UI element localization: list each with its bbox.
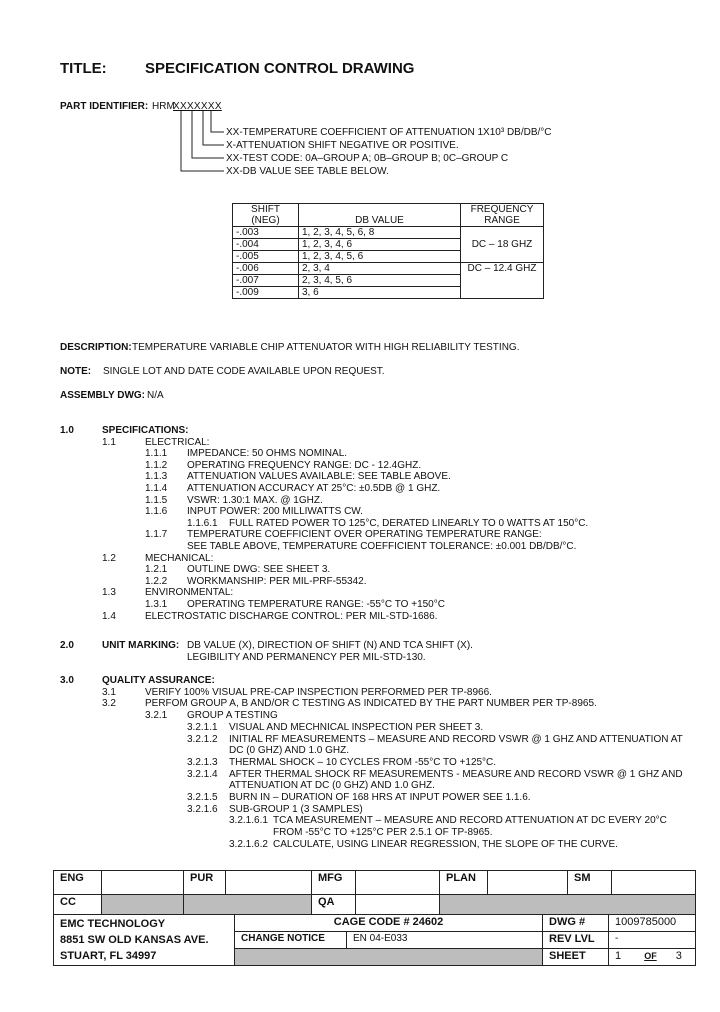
section-text: VSWR: 1.30:1 MAX. @ 1GHZ. (187, 494, 323, 506)
section-text: SUB-GROUP 1 (3 SAMPLES) (229, 803, 363, 815)
company-address: 8851 SW OLD KANSAS AVE. (60, 934, 209, 946)
section-number: 1.2.1 (145, 564, 168, 576)
pur-label: PUR (184, 871, 226, 895)
sm-label: SM (568, 871, 612, 895)
cc-label: CC (54, 895, 102, 915)
shift-cell: -.009 (233, 287, 299, 299)
section-number: 3.0 (60, 675, 74, 686)
section-text: MECHANICAL: (145, 552, 214, 564)
db-cell: 1, 2, 3, 4, 5, 6, 8 (299, 227, 461, 239)
section-text: BURN IN – DURATION OF 168 HRS AT INPUT POWER SEE 1.1.6. (229, 792, 531, 803)
qa-blank (440, 895, 695, 915)
section-number: 3.2.1.6.1 (229, 815, 268, 827)
section-text: ELECTRICAL: (145, 436, 210, 448)
shift-cell: -.007 (233, 275, 299, 287)
section-text: INPUT POWER: 200 MILLIWATTS CW. (187, 506, 363, 518)
section-number: 1.1.7 (145, 529, 168, 541)
plan-label: PLAN (440, 871, 488, 895)
section-text: SPECIFICATIONS: (102, 425, 189, 436)
callout-shift: X-ATTENUATION SHIFT NEGATIVE OR POSITIVE. (226, 140, 459, 151)
marking-number: 2.0 (60, 640, 74, 651)
part-prefix: HRM (152, 101, 175, 112)
section-text: GROUP A TESTING (187, 710, 278, 722)
section-text: PERFOM GROUP A, B AND/OR C TESTING AS INDICATED BY THE PART NUMBER PER TP-8965. (145, 698, 597, 710)
mfg-signoff (356, 871, 440, 895)
section-number: 1.1.1 (145, 448, 168, 460)
section-number: 1.2.2 (145, 575, 168, 587)
description-text: TEMPERATURE VARIABLE CHIP ATTENUATOR WITH HIGH RELIABILITY TESTING. (132, 342, 520, 353)
section-text: OPERATING TEMPERATURE RANGE: -55°C TO +150°C (187, 599, 445, 610)
header-shift: SHIFT (NEG) (233, 204, 299, 227)
mfg-label: MFG (312, 871, 356, 895)
section-text: ATTENUATION ACCURACY AT 25°C: ±0.5DB @ 1 GHZ. (187, 483, 441, 494)
company-block (54, 915, 235, 965)
section-text: ENVIRONMENTAL: (145, 587, 234, 599)
section-number: 1.1.3 (145, 471, 168, 483)
section-text: INITIAL RF MEASUREMENTS – MEASURE AND RECORD VSWR @ 1 GHZ AND ATTENUATION AT (229, 733, 683, 745)
shift-cell: -.004 (233, 239, 299, 251)
section-number: 3.2.1.4 (187, 768, 218, 780)
section-number: 1.1 (102, 436, 116, 448)
section-text: SEE TABLE ABOVE, TEMPERATURE COEFFICIENT TOLERANCE: ±0.001 DB/DB/°C. (187, 541, 577, 552)
header-db-value: DB VALUE (299, 204, 461, 227)
plan-signoff (488, 871, 568, 895)
sheet-total: 3 (675, 950, 682, 962)
of-label: OF (644, 951, 657, 961)
eng-label: ENG (54, 871, 102, 895)
qa-signoff (356, 895, 440, 915)
section-text: ATTENUATION AT DC (0 GHZ) AND 1.0 GHZ. (229, 780, 435, 792)
assembly-text: N/A (147, 390, 164, 401)
dwg-label: DWG # (543, 915, 609, 932)
description-label: DESCRIPTION: (60, 342, 132, 353)
section-number: 3.2.1 (145, 710, 168, 722)
rev-value: - (609, 932, 695, 949)
part-code: XXXXXXX (173, 101, 222, 112)
section-number: 3.2.1.1 (187, 721, 218, 733)
freq-cell-12: DC – 12.4 GHZ (461, 263, 544, 299)
callout-test-code: XX-TEST CODE: 0A–GROUP A; 0B–GROUP B; 0C–GROUP C (226, 153, 509, 164)
section-text: DC (0 GHZ) AND 1.0 GHZ. (229, 745, 350, 757)
db-cell: 1, 2, 3, 4, 5, 6 (299, 251, 461, 263)
section-text: IMPEDANCE: 50 OHMS NOMINAL. (187, 448, 348, 460)
title-label: TITLE: (60, 60, 107, 77)
shift-cell: -.005 (233, 251, 299, 263)
company-name: EMC TECHNOLOGY (60, 918, 166, 930)
section-number: 1.0 (60, 425, 74, 436)
callout-tca: XX-TEMPERATURE COEFFICIENT OF ATTENUATION 1X10³ DB/DB/°C (226, 127, 552, 138)
section-number: 1.1.5 (145, 494, 168, 506)
part-identifier-label: PART IDENTIFIER: (60, 101, 149, 112)
section-text: ELECTROSTATIC DISCHARGE CONTROL: PER MIL-STD-1686. (145, 610, 438, 622)
section-number: 1.1.4 (145, 483, 168, 494)
db-cell: 2, 3, 4, 5, 6 (299, 275, 461, 287)
section-number: 1.4 (102, 610, 116, 622)
sheet-value (609, 949, 695, 965)
qa-label: QA (312, 895, 356, 915)
section-text: VERIFY 100% VISUAL PRE-CAP INSPECTION PERFORMED PER TP-8966. (145, 686, 492, 698)
header-frequency: FREQUENCY RANGE (461, 204, 544, 227)
section-number: 3.2 (102, 698, 116, 710)
cc-signoff (102, 895, 184, 915)
section-text: FROM -55°C TO +125°C PER 2.5.1 OF TP-8965. (273, 827, 493, 839)
section-number: 3.2.1.6 (187, 803, 218, 815)
section-text: WORKMANSHIP: PER MIL-PRF-55342. (187, 575, 367, 587)
section-text: ATTENUATION VALUES AVAILABLE: SEE TABLE ABOVE. (187, 471, 451, 483)
section-text: OUTLINE DWG: SEE SHEET 3. (187, 564, 331, 576)
page-title: SPECIFICATION CONTROL DRAWING (145, 60, 415, 77)
section-number: 3.2.1.6.2 (229, 838, 268, 850)
section-text: AFTER THERMAL SHOCK RF MEASUREMENTS - MEASURE AND RECORD VSWR @ 1 GHZ AND (229, 768, 683, 780)
eng-signoff (102, 871, 184, 895)
marking-line-2: LEGIBILITY AND PERMANENCY PER MIL-STD-130. (187, 652, 426, 663)
note-label: NOTE: (60, 366, 92, 377)
change-notice-label: CHANGE NOTICE (235, 932, 347, 949)
section-number: 3.2.1.5 (187, 792, 218, 803)
section-text: CALCULATE, USING LINEAR REGRESSION, THE SLOPE OF THE CURVE. (273, 838, 618, 850)
title-block (53, 870, 696, 966)
cc-blank (184, 895, 312, 915)
section-number: 3.2.1.2 (187, 733, 218, 745)
section-text: OPERATING FREQUENCY RANGE: DC - 12.4GHZ. (187, 459, 422, 471)
section-number: 1.3.1 (145, 599, 168, 610)
section-text: QUALITY ASSURANCE: (102, 675, 215, 686)
db-cell: 1, 2, 3, 4, 6 (299, 239, 461, 251)
section-text: VISUAL AND MECHNICAL INSPECTION PER SHEET 3. (229, 721, 484, 733)
shift-cell: -.006 (233, 263, 299, 275)
cage-code: CAGE CODE # 24602 (235, 915, 543, 932)
section-number: 1.3 (102, 587, 116, 599)
section-number: 3.2.1.3 (187, 756, 218, 768)
sheet-number: 1 (615, 950, 622, 962)
company-city: STUART, FL 34997 (60, 950, 157, 962)
shift-table (232, 203, 544, 299)
marking-line-1: DB VALUE (X), DIRECTION OF SHIFT (N) AND TCA SHIFT (X). (187, 640, 473, 651)
marking-label: UNIT MARKING: (102, 640, 180, 651)
sm-signoff (612, 871, 695, 895)
section-text: TEMPERATURE COEFFICIENT OVER OPERATING TEMPERATURE RANGE: (187, 529, 542, 541)
section-number: 1.2 (102, 552, 116, 564)
section-text: FULL RATED POWER TO 125°C, DERATED LINEARLY TO 0 WATTS AT 150°C. (229, 517, 589, 529)
section-number: 1.1.6.1 (187, 517, 218, 529)
section-number: 1.1.6 (145, 506, 168, 518)
db-cell: 3, 6 (299, 287, 461, 299)
callout-db-value: XX-DB VALUE SEE TABLE BELOW. (226, 166, 389, 177)
section-text: THERMAL SHOCK – 10 CYCLES FROM -55°C TO +125°C. (229, 756, 497, 768)
blank-gray-bar (235, 949, 543, 965)
sheet-label: SHEET (543, 949, 609, 965)
change-notice-value: EN 04-E033 (347, 932, 543, 949)
db-cell: 2, 3, 4 (299, 263, 461, 275)
note-text: SINGLE LOT AND DATE CODE AVAILABLE UPON REQUEST. (103, 366, 385, 377)
section-number: 3.1 (102, 686, 116, 698)
shift-cell: -.003 (233, 227, 299, 239)
rev-label: REV LVL (543, 932, 609, 949)
section-text: TCA MEASUREMENT – MEASURE AND RECORD ATTENUATION AT DC EVERY 20°C (273, 815, 667, 827)
section-number: 1.1.2 (145, 459, 168, 471)
freq-cell-18: DC – 18 GHZ (461, 227, 544, 263)
assembly-label: ASSEMBLY DWG: (60, 390, 146, 401)
pur-signoff (226, 871, 312, 895)
dwg-value: 1009785000 (609, 915, 695, 932)
